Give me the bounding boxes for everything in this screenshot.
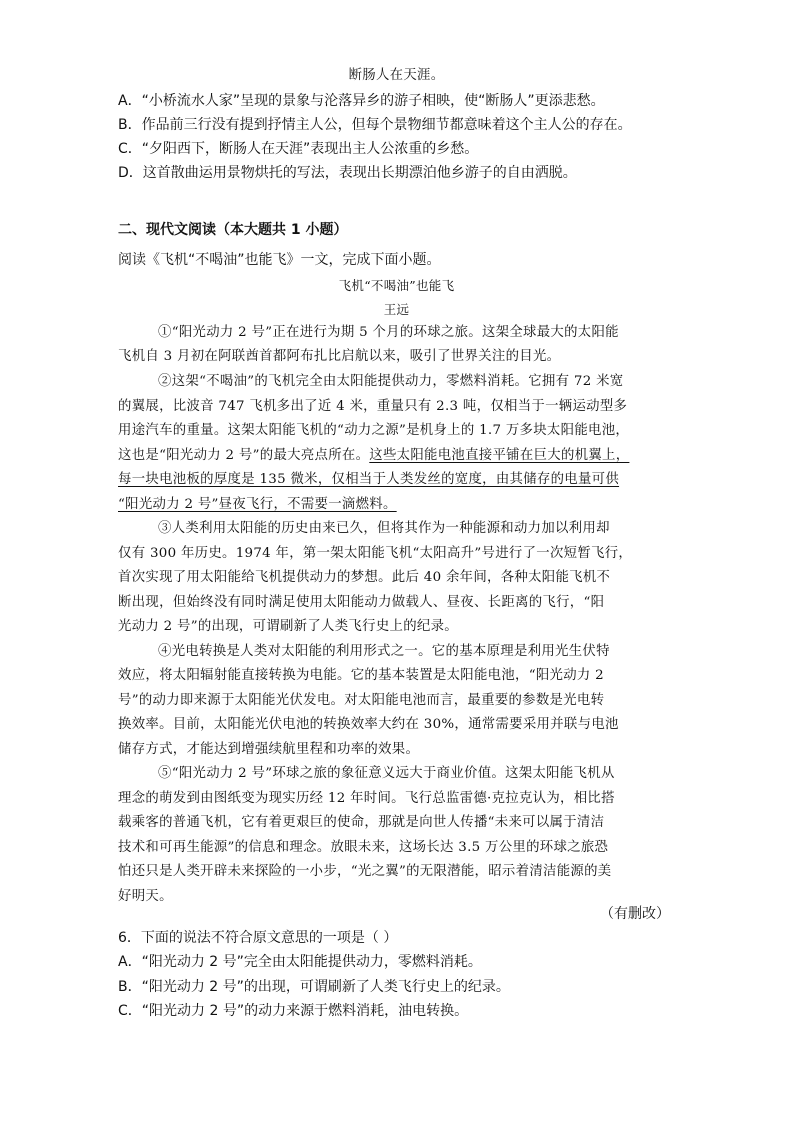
- article-line: ①“阳光动力 2 号”正在进行为期 5 个月的环球之旅。这架全球最大的太阳能: [158, 325, 619, 340]
- article-line: 怕还只是人类开辟未来探险的一小步，“光之翼”的无限潜能，昭示着清洁能源的美: [118, 864, 612, 879]
- article-line: 号”的动力即来源于太阳能光伏发电。对太阳能电池而言，最重要的参数是光电转: [118, 693, 605, 708]
- article-author: 王远: [383, 302, 410, 317]
- article-line: ④光电转换是人类对太阳能的利用形式之一。它的基本原理是利用光生伏特: [158, 644, 610, 659]
- article-line: 好明天。: [118, 889, 173, 904]
- underlined-segment: 这些太阳能电池直接平铺在巨大的机翼上，: [369, 448, 630, 463]
- article-line: 仅有 300 年历史。1974 年，第一架太阳能飞机“太阳高升”号进行了一次短暂飞行，: [118, 546, 633, 561]
- article-line: 效应，将太阳辐射能直接转换为电能。它的基本装置是太阳能电池，“阳光动力 2: [118, 668, 604, 683]
- question-option-a: A．“阳光动力 2 号”完全由太阳能提供动力，零燃料消耗。: [118, 954, 482, 970]
- article-line: 用途汽车的重量。这架太阳能飞机的“动力之源”是机身上的 1.7 万多块太阳能电池，: [118, 423, 630, 438]
- article-line: 理念的萌发到由图纸变为现实历经 12 年时间。飞行总监雷德·克拉克认为，相比搭: [118, 791, 615, 806]
- option-d: D．这首散曲运用景物烘托的写法，表现出长期漂泊他乡游子的自由洒脱。: [118, 165, 577, 181]
- poem-last-line: 断肠人在天涯。: [348, 68, 445, 83]
- edit-note: （有删改）: [600, 906, 670, 922]
- section-heading: 二、现代文阅读（本大题共 1 小题）: [118, 222, 348, 238]
- article-line: 载乘客的普通飞机，它有着更艰巨的使命，那就是向世人传播“未来可以属于清洁: [118, 815, 605, 830]
- reading-instruction: 阅读《飞机“不喝油”也能飞》一文，完成下面小题。: [118, 252, 441, 268]
- option-a: A．“小桥流水人家”呈现的景象与沦落异乡的游子相映，使“断肠人”更添悲愁。: [118, 93, 605, 109]
- option-b: B．作品前三行没有提到抒情主人公，但每个景物细节都意味着这个主人公的存在。: [118, 117, 632, 133]
- article-line-underlined: [118, 446, 629, 466]
- article-line: 换效率。目前，太阳能光伏电池的转换效率大约在 30%，通常需要采用并联与电池: [118, 717, 619, 732]
- article-line: 的翼展，比波音 747 飞机多出了近 4 米，重量只有 2.3 吨，仅相当于一辆运动型多: [118, 399, 628, 414]
- article-line: 光动力 2 号”的出现，可谓刷新了人类飞行史上的纪录。: [118, 619, 458, 634]
- article-line-underlined: “阳光动力 2 号”昼夜飞行，不需要一滴燃料。: [118, 497, 397, 512]
- article-line: 飞机自 3 月初在阿联酋首都阿布扎比启航以来，吸引了世界关注的目光。: [118, 349, 561, 364]
- article-line-underlined: 每一块电池板的厚度是 135 微米，仅相当于人类发丝的宽度，由其储存的电量可供: [118, 472, 620, 487]
- question-option-c: C．“阳光动力 2 号”的动力来源于燃料消耗，油电转换。: [118, 1003, 469, 1019]
- article-line: 断出现，但始终没有同时满足使用太阳能动力做载人、昼夜、长距离的飞行，“阳: [118, 595, 605, 610]
- article-line: ②这架“不喝油”的飞机完全由太阳能提供动力，零燃料消耗。它拥有 72 米宽: [158, 374, 624, 389]
- article-title: 飞机“不喝油”也能飞: [338, 278, 455, 293]
- question-option-b: B．“阳光动力 2 号”的出现，可谓刷新了人类飞行史上的纪录。: [118, 979, 510, 995]
- article-line: 首次实现了用太阳能给飞机提供动力的梦想。此后 40 余年间，各种太阳能飞机不: [118, 570, 611, 585]
- option-c: C．“夕阳西下，断肠人在天涯”表现出主人公浓重的乡愁。: [118, 141, 479, 157]
- article-line: 技术和可再生能源”的信息和理念。放眼未来，这场长达 3.5 万公里的环球之旅恐: [118, 840, 609, 855]
- question-stem: 6．下面的说法不符合原文意思的一项是（ ）: [118, 930, 398, 946]
- article-line: ⑤“阳光动力 2 号”环球之旅的象征意义远大于商业价值。这架太阳能飞机从: [158, 766, 615, 781]
- article-line: 储存方式，才能达到增强续航里程和功率的效果。: [118, 742, 420, 757]
- article-line: ③人类利用太阳能的历史由来已久，但将其作为一种能源和动力加以利用却: [158, 521, 610, 536]
- plain-segment: 这也是“阳光动力 2 号”的最大亮点所在。: [118, 448, 370, 463]
- article-line-part: [118, 448, 629, 463]
